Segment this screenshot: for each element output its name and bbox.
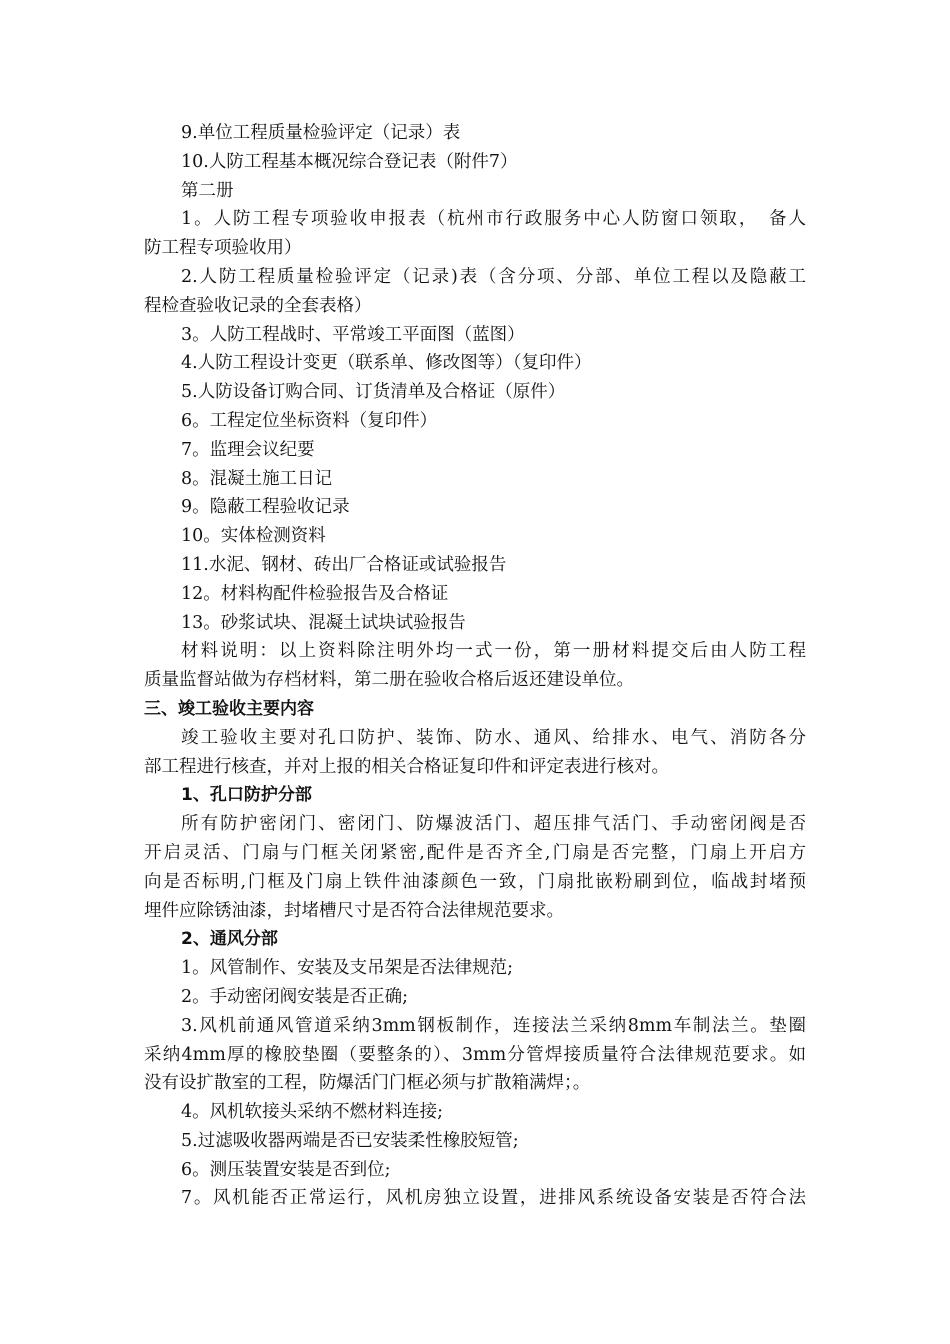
text-line: 7。风机能否正常运行，风机房独立设置，进排风系统设备安装是否符合法 bbox=[181, 1188, 806, 1209]
text-line: 部工程进行核查，并对上报的相关合格证复印件和评定表进行核对。 bbox=[144, 756, 669, 777]
text-line: 2。手动密闭阀安装是否正确; bbox=[181, 986, 409, 1007]
text-line: 材料说明：以上资料除注明外均一式一份，第一册材料提交后由人防工程 bbox=[181, 641, 806, 662]
text-line: 第二册 bbox=[181, 180, 234, 201]
text-line: 5.人防设备订购合同、订货清单及合格证（原件） bbox=[181, 382, 566, 403]
section-heading: 1、孔口防护分部 bbox=[181, 785, 312, 806]
text-line: 3.风机前通风管道采纳3mm钢板制作，连接法兰采纳8mm车制法兰。垫圈 bbox=[181, 1015, 806, 1036]
text-line: 4.人防工程设计变更（联系单、修改图等）（复印件） bbox=[181, 353, 592, 374]
text-line: 质量监督站做为存档材料，第二册在验收合格后返还建设单位。 bbox=[144, 670, 634, 691]
text-line: 10。实体检测资料 bbox=[181, 526, 326, 547]
text-line: 防工程专项验收用） bbox=[144, 238, 302, 259]
text-line: 8。混凝土施工日记 bbox=[181, 468, 333, 489]
section-heading: 三、竣工验收主要内容 bbox=[144, 698, 314, 719]
text-line: 所有防护密闭门、密闭门、防爆波活门、超压排气活门、手动密闭阀是否 bbox=[181, 814, 806, 835]
text-line: 5.过滤吸收器两端是否已安装柔性橡胶短管; bbox=[181, 1130, 519, 1151]
text-line: 4。风机软接头采纳不燃材料连接; bbox=[181, 1102, 444, 1123]
text-line: 向是否标明,门框及门扇上铁件油漆颜色一致，门扇批嵌粉刷到位，临战封堵预 bbox=[144, 871, 806, 892]
section-heading: 2、通风分部 bbox=[181, 929, 278, 950]
text-line: 9.单位工程质量检验评定（记录）表 bbox=[181, 123, 461, 143]
text-line: 竣工验收主要对孔口防护、装饰、防水、通风、给排水、电气、消防各分 bbox=[181, 727, 806, 748]
text-line: 13。砂浆试块、混凝土试块试验报告 bbox=[181, 612, 466, 633]
text-line: 6。测压装置安装是否到位; bbox=[181, 1159, 391, 1180]
text-line: 10.人防工程基本概况综合登记表（附件7） bbox=[181, 151, 518, 172]
text-line: 7。监理会议纪要 bbox=[181, 439, 315, 460]
text-line: 1。人防工程专项验收申报表（杭州市行政服务中心人防窗口领取， 备人 bbox=[181, 209, 806, 230]
text-line: 11.水泥、钢材、砖出厂合格证或试验报告 bbox=[181, 554, 507, 575]
text-line: 开启灵活、门扇与门框关闭紧密,配件是否齐全,门扇是否完整，门扇上开启方 bbox=[144, 842, 806, 863]
text-line: 埋件应除锈油漆，封堵槽尺寸是否符合法律规范要求。 bbox=[144, 900, 564, 921]
document-page bbox=[144, 119, 806, 1213]
text-line: 2.人防工程质量检验评定（记录)表（含分项、分部、单位工程以及隐蔽工 bbox=[181, 266, 806, 287]
text-line: 采纳4mm厚的橡胶垫圈（要整条的）、3mm分管焊接质量符合法律规范要求。如 bbox=[144, 1044, 806, 1065]
text-line: 6。工程定位坐标资料（复印件） bbox=[181, 410, 438, 431]
text-line: 9。隐蔽工程验收记录 bbox=[181, 497, 350, 518]
text-line: 程检查验收记录的全套表格） bbox=[144, 295, 372, 316]
text-line: 12。材料构配件检验报告及合格证 bbox=[181, 583, 449, 604]
text-line: 没有设扩散室的工程，防爆活门门框必须与扩散箱满焊；。 bbox=[144, 1073, 591, 1094]
text-line: 1。风管制作、安装及支吊架是否法律规范; bbox=[181, 958, 514, 979]
text-line: 3。人防工程战时、平常竣工平面图（蓝图） bbox=[181, 324, 525, 345]
